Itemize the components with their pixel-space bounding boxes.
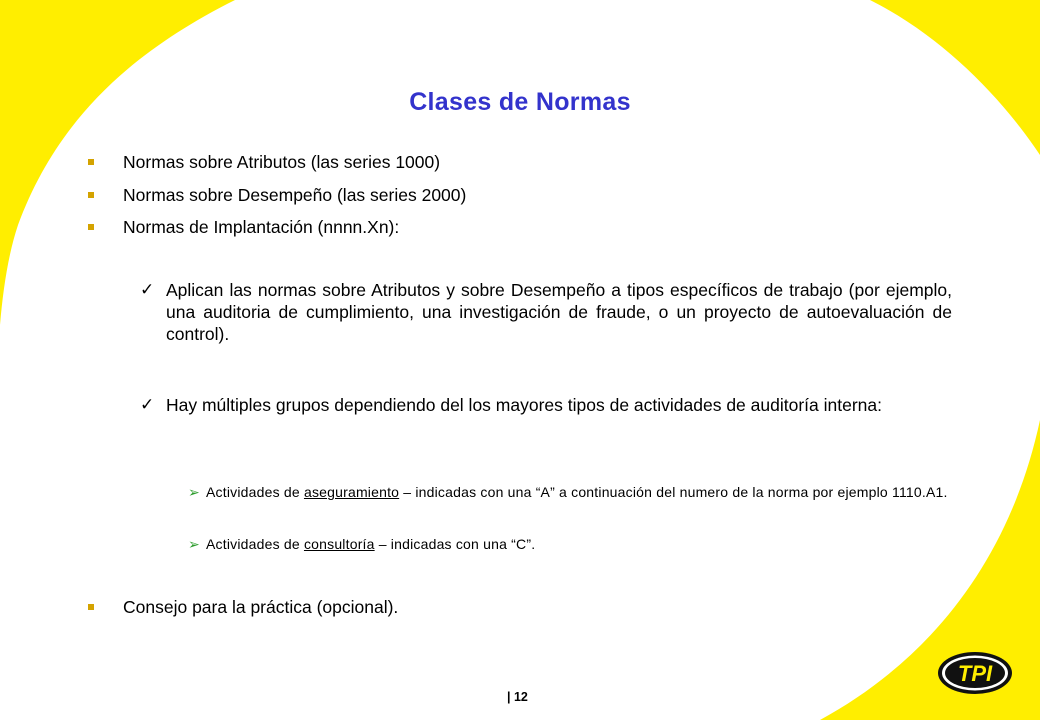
square-bullet-icon <box>88 159 94 165</box>
check-text: Hay múltiples grupos dependiendo del los mayores tipos de actividades de auditoría interna: <box>166 395 882 415</box>
arrow-text-pre: Actividades de <box>206 484 304 500</box>
arrow-text-pre: Actividades de <box>206 536 304 552</box>
check-text: Aplican las normas sobre Atributos y sobre Desempeño a tipos específicos de trabajo (por ejemplo, una auditoria de cumplimiento, una investigación de fraude, o un proyecto de autoevaluación de control). <box>166 280 952 344</box>
square-bullet-icon <box>88 192 94 198</box>
arrow-item <box>188 481 953 503</box>
arrow-text-post: – indicadas con una “A” a continuación del numero de la norma por ejemplo 1110.A1. <box>399 484 948 500</box>
arrow-bullet-icon: ➢ <box>188 536 200 552</box>
checkmark-icon: ✓ <box>140 280 155 299</box>
arrow-text-post: – indicadas con una “C”. <box>374 536 536 552</box>
bullet-text: Normas sobre Desempeño (las series 2000) <box>123 185 467 205</box>
arrow-text <box>206 481 953 503</box>
square-bullet-icon <box>88 224 94 230</box>
bullet-item <box>88 596 398 618</box>
bullet-item <box>88 151 440 173</box>
bullet-item <box>88 216 399 238</box>
slide-title: Clases de Normas <box>409 88 631 116</box>
tpi-logo <box>936 650 1014 696</box>
arrow-bullet-icon: ➢ <box>188 484 200 500</box>
check-item <box>140 279 952 345</box>
check-item <box>140 394 952 416</box>
bullet-text: Normas sobre Atributos (las series 1000) <box>123 152 441 172</box>
bullet-item <box>88 184 466 206</box>
arrow-text-underlined: consultoría <box>303 536 375 552</box>
arrow-text <box>206 533 953 555</box>
bullet-text: Consejo para la práctica (opcional). <box>123 597 399 617</box>
arrow-text-underlined: aseguramiento <box>303 484 400 500</box>
checkmark-icon: ✓ <box>140 395 155 414</box>
bullet-text: Normas de Implantación (nnnn.Xn): <box>123 217 400 237</box>
arrow-item <box>188 533 953 555</box>
square-bullet-icon <box>88 604 94 610</box>
svg-text:TPI: TPI <box>957 661 993 686</box>
page-number: | 12 <box>507 690 528 704</box>
